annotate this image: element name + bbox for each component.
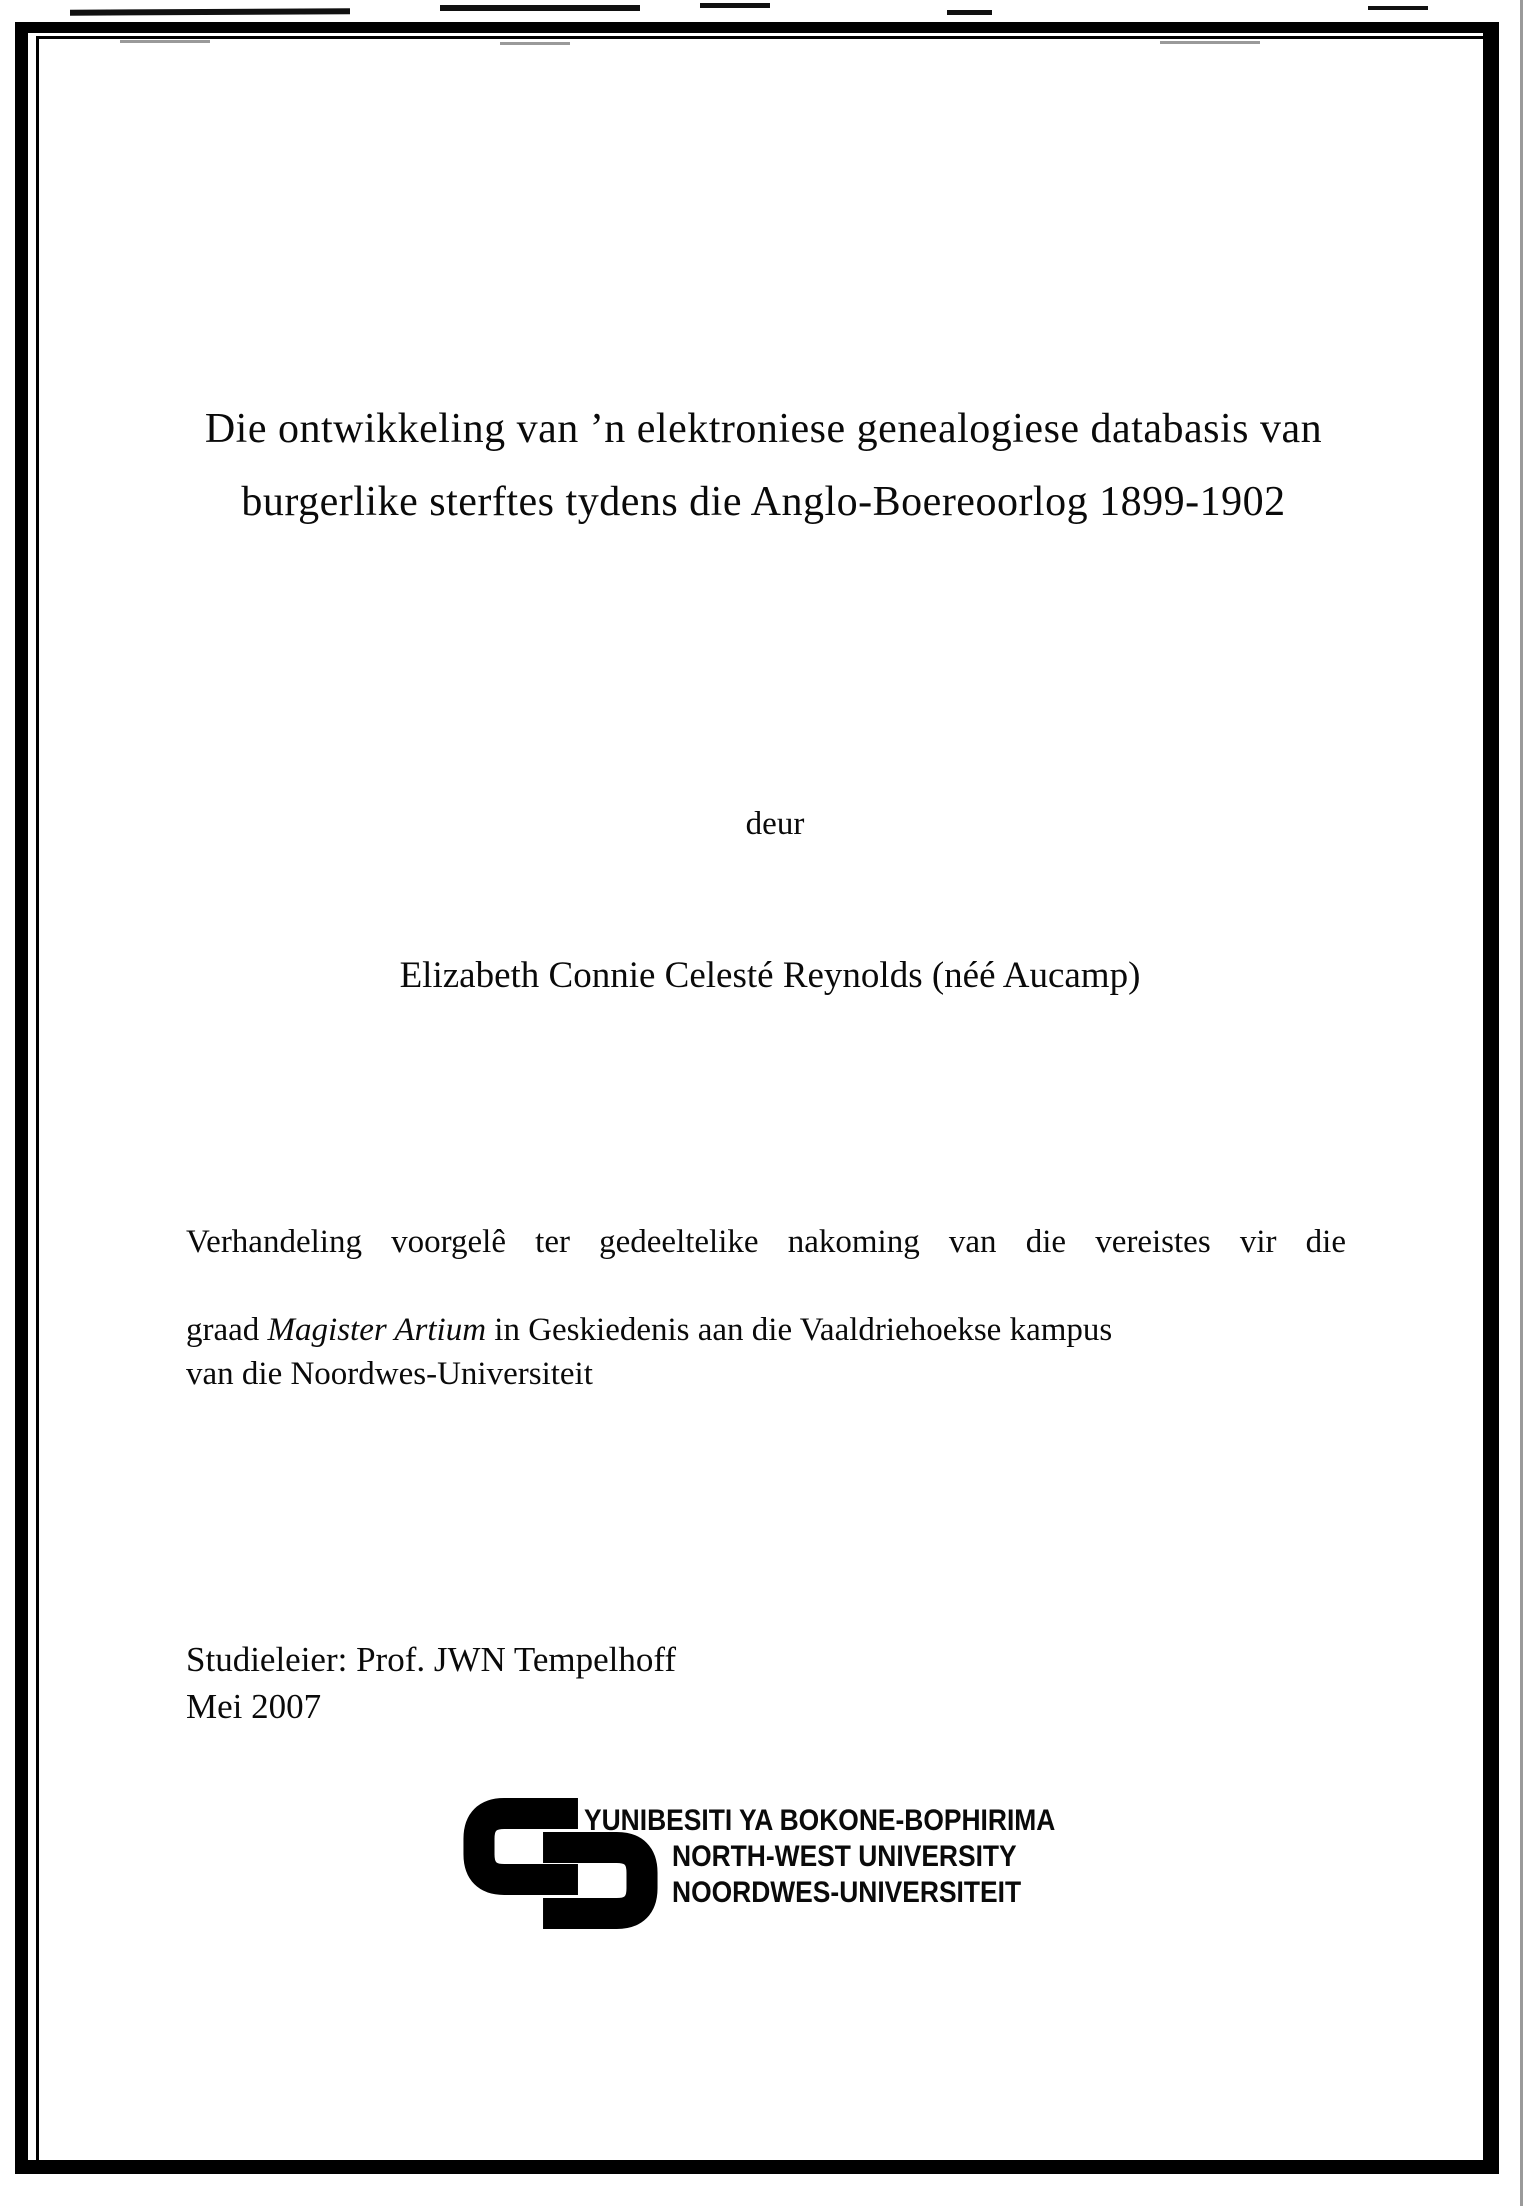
supervisor-line: Studieleier: Prof. JWN Tempelhoff	[186, 1640, 677, 1679]
nwu-logo-line2: NORTH-WEST UNIVERSITY	[672, 1840, 1017, 1873]
byline: deur	[745, 806, 805, 842]
nwu-logo-line3: NOORDWES-UNIVERSITEIT	[672, 1876, 1022, 1909]
degree-statement-line3: van die Noordwes-Universiteit	[186, 1356, 593, 1392]
degree-name: Magister Artium	[267, 1312, 487, 1348]
nwu-logo-wordmark	[584, 1803, 1055, 1911]
date-line: Mei 2007	[186, 1687, 322, 1726]
degree-statement-line2-pre: graad	[186, 1312, 268, 1348]
scan-artifact	[700, 3, 770, 8]
scan-artifact	[440, 5, 640, 11]
nwu-logo-line1: YUNIBESITI YA BOKONE-BOPHIRIMA	[584, 1804, 1056, 1837]
author-name: Elizabeth Connie Celesté Reynolds (néé Aucamp)	[399, 955, 1141, 996]
scan-artifact	[947, 10, 992, 15]
scan-artifact	[1368, 6, 1428, 10]
thesis-title-line1: Die ontwikkeling van ’n elektroniese genealogiese databasis van	[204, 406, 1323, 452]
supervisor-block	[186, 1636, 676, 1730]
degree-statement	[186, 1220, 1346, 1396]
scan-artifact	[70, 8, 350, 15]
degree-statement-line1: Verhandeling voorgelê ter gedeeltelike nakoming van die vereistes vir die	[186, 1224, 1346, 1260]
thesis-title-line2: burgerlike sterftes tydens die Anglo-Boereoorlog 1899-1902	[241, 479, 1286, 525]
degree-statement-line2-post: in Geskiedenis aan die Vaaldriehoekse kampus	[486, 1312, 1113, 1348]
scan-artifact	[1520, 0, 1523, 2206]
degree-statement-line2	[186, 1308, 1346, 1352]
thesis-title	[0, 393, 1527, 539]
